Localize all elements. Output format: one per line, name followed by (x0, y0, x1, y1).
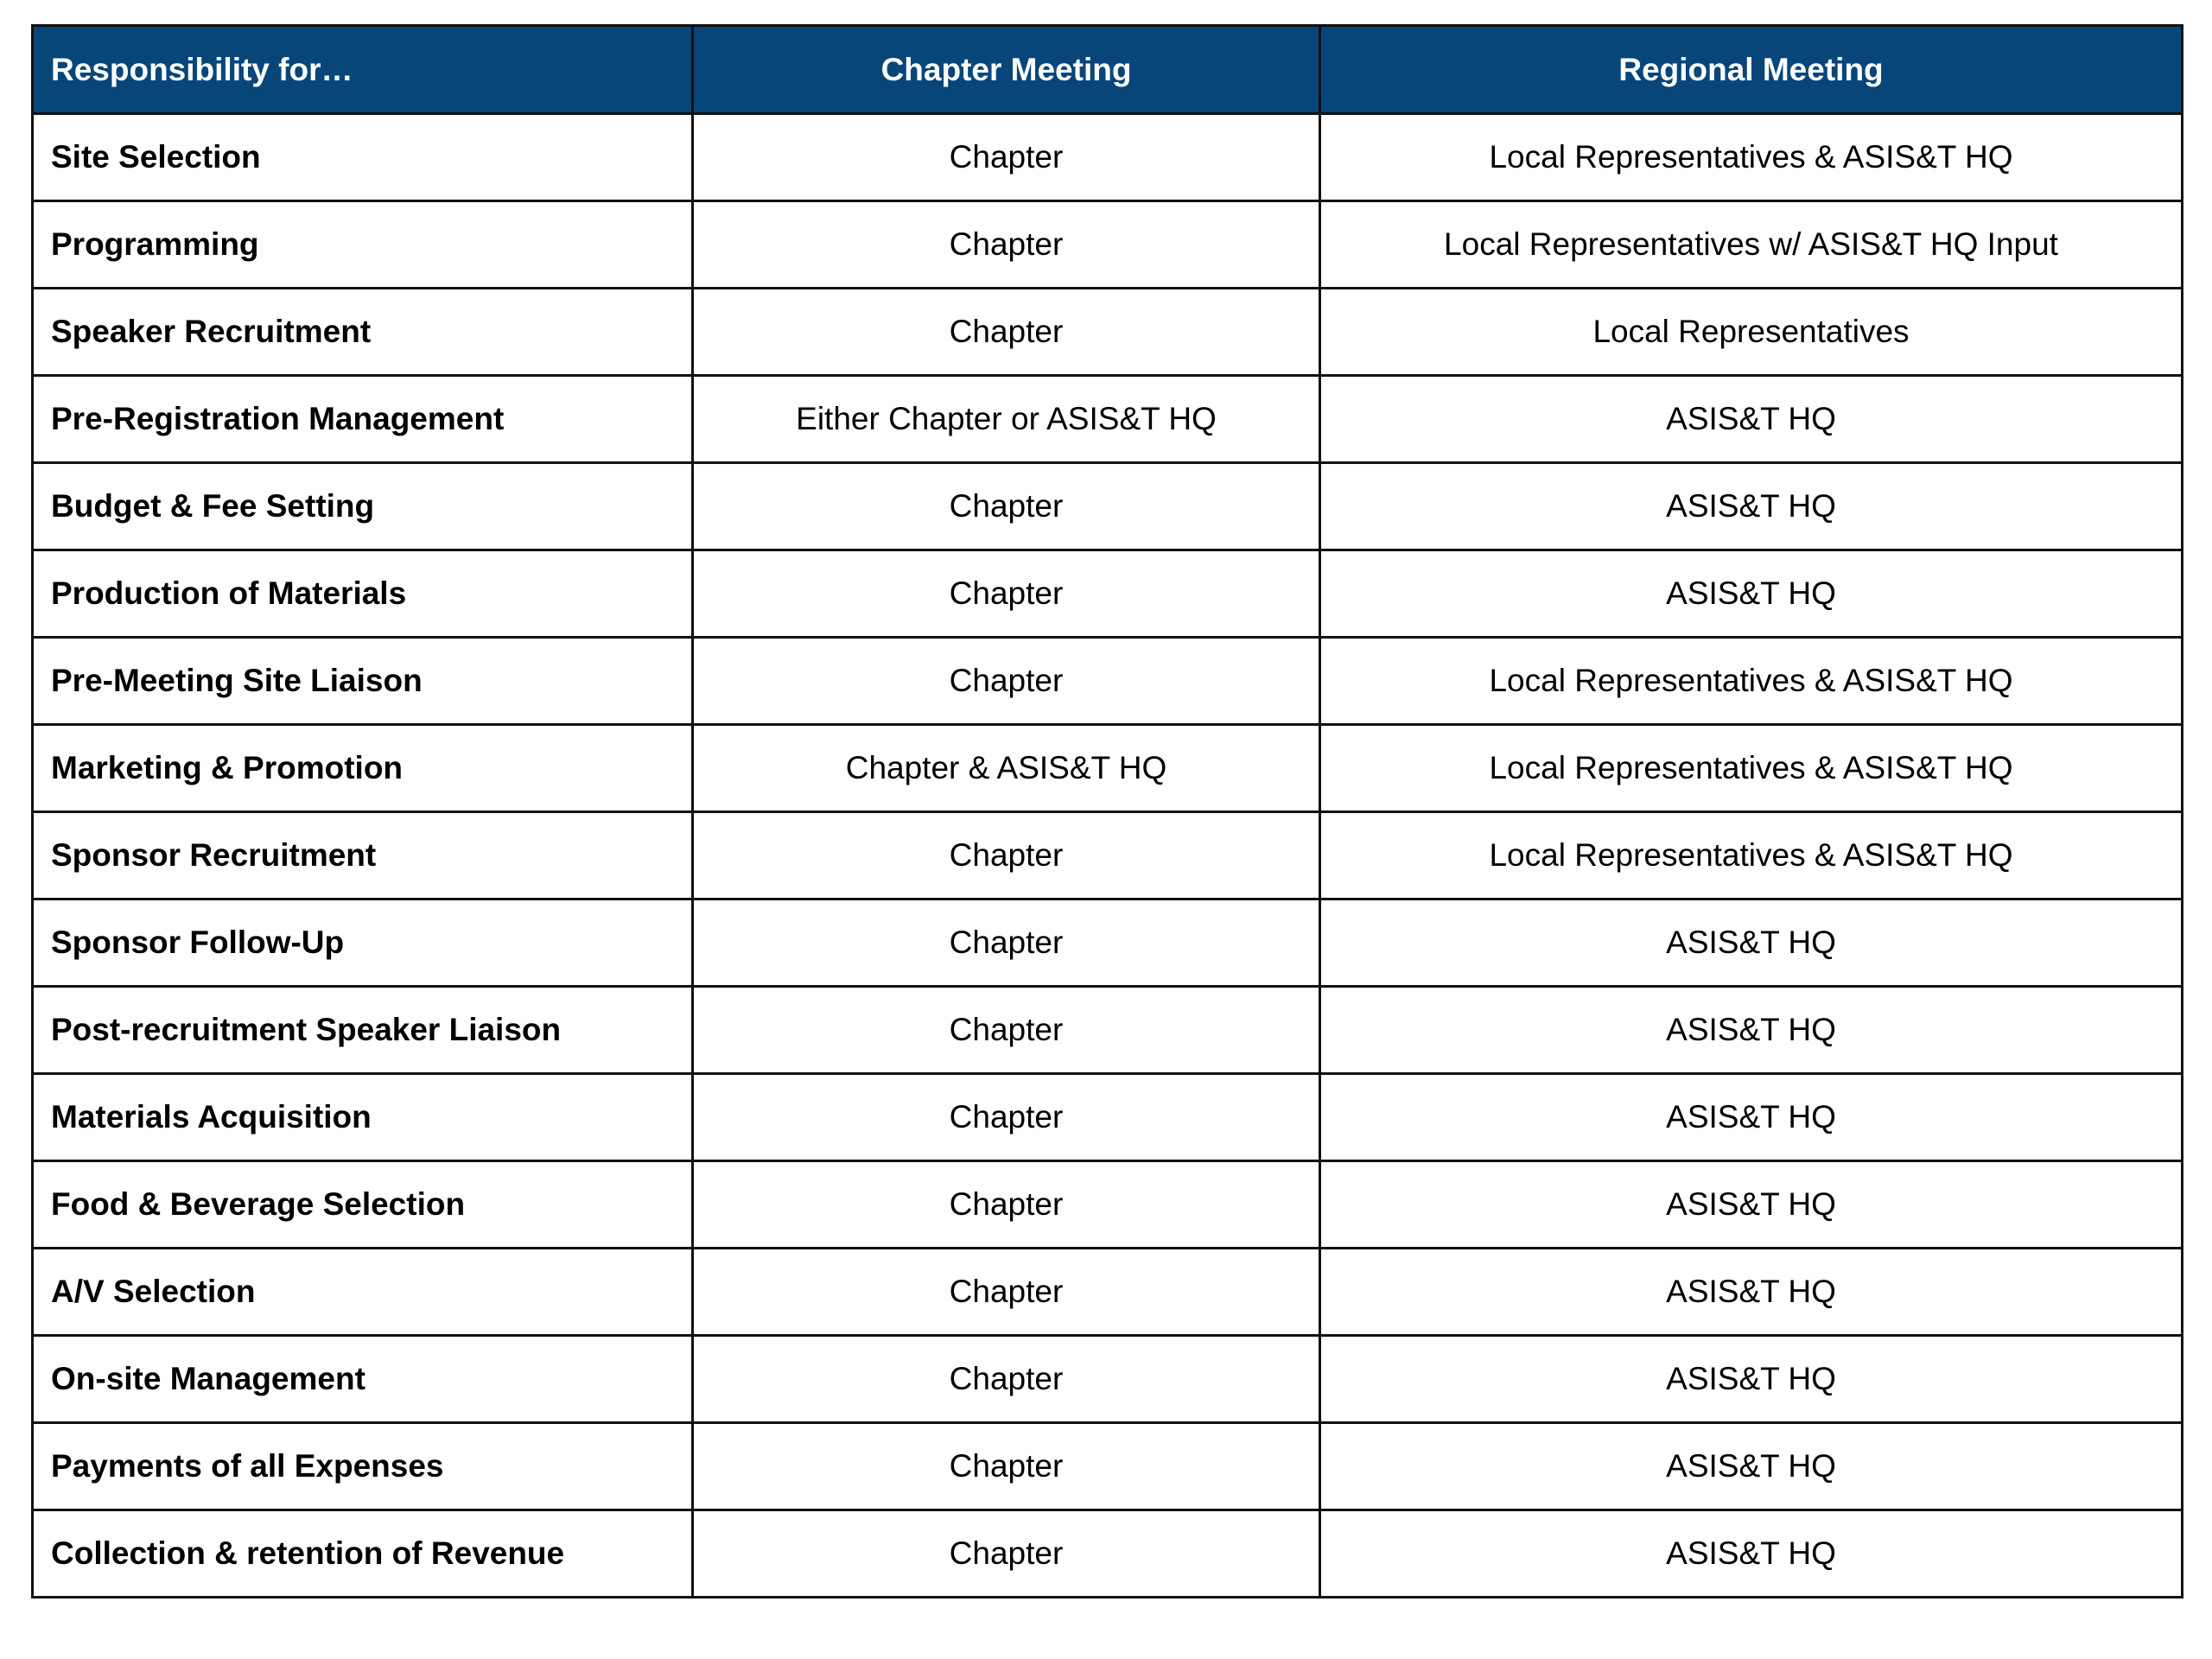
cell-responsibility: Production of Materials (33, 550, 693, 638)
cell-regional-meeting: Local Representatives w/ ASIS&T HQ Input (1320, 201, 2183, 289)
cell-chapter-meeting: Chapter (693, 899, 1320, 987)
cell-chapter-meeting: Chapter (693, 1510, 1320, 1598)
cell-chapter-meeting: Chapter (693, 638, 1320, 725)
cell-responsibility: Collection & retention of Revenue (33, 1510, 693, 1598)
table-row (33, 987, 2183, 1074)
cell-chapter-meeting: Chapter (693, 1336, 1320, 1423)
cell-regional-meeting: ASIS&T HQ (1320, 1423, 2183, 1510)
table-row (33, 463, 2183, 550)
table-row (33, 1510, 2183, 1598)
cell-chapter-meeting: Chapter (693, 1161, 1320, 1249)
cell-chapter-meeting: Chapter (693, 987, 1320, 1074)
cell-regional-meeting: ASIS&T HQ (1320, 463, 2183, 550)
cell-chapter-meeting: Chapter & ASIS&T HQ (693, 725, 1320, 812)
table-row (33, 725, 2183, 812)
table-row (33, 1074, 2183, 1161)
table-row (33, 376, 2183, 463)
cell-chapter-meeting: Chapter (693, 1249, 1320, 1336)
cell-chapter-meeting: Chapter (693, 201, 1320, 289)
cell-regional-meeting: Local Representatives (1320, 289, 2183, 376)
cell-responsibility: Budget & Fee Setting (33, 463, 693, 550)
cell-regional-meeting: Local Representatives & ASIS&T HQ (1320, 114, 2183, 201)
cell-regional-meeting: ASIS&T HQ (1320, 1249, 2183, 1336)
table-row (33, 1423, 2183, 1510)
cell-chapter-meeting: Chapter (693, 289, 1320, 376)
table-row (33, 114, 2183, 201)
cell-regional-meeting: ASIS&T HQ (1320, 987, 2183, 1074)
cell-responsibility: Payments of all Expenses (33, 1423, 693, 1510)
cell-chapter-meeting: Either Chapter or ASIS&T HQ (693, 376, 1320, 463)
cell-regional-meeting: ASIS&T HQ (1320, 1074, 2183, 1161)
cell-chapter-meeting: Chapter (693, 550, 1320, 638)
table-row (33, 899, 2183, 987)
table-row (33, 812, 2183, 899)
cell-chapter-meeting: Chapter (693, 1423, 1320, 1510)
cell-regional-meeting: ASIS&T HQ (1320, 1510, 2183, 1598)
table-row (33, 1161, 2183, 1249)
table-row (33, 289, 2183, 376)
header-chapter-meeting: Chapter Meeting (693, 26, 1320, 114)
cell-regional-meeting: ASIS&T HQ (1320, 550, 2183, 638)
cell-regional-meeting: ASIS&T HQ (1320, 899, 2183, 987)
cell-regional-meeting: ASIS&T HQ (1320, 1161, 2183, 1249)
responsibility-table (31, 24, 2183, 1599)
cell-responsibility: Food & Beverage Selection (33, 1161, 693, 1249)
table-header-row (33, 26, 2183, 114)
cell-responsibility: On-site Management (33, 1336, 693, 1423)
header-responsibility: Responsibility for… (33, 26, 693, 114)
table-row (33, 1336, 2183, 1423)
cell-regional-meeting: ASIS&T HQ (1320, 1336, 2183, 1423)
table-row (33, 638, 2183, 725)
cell-responsibility: Materials Acquisition (33, 1074, 693, 1161)
cell-responsibility: Pre-Registration Management (33, 376, 693, 463)
cell-responsibility: Pre-Meeting Site Liaison (33, 638, 693, 725)
cell-responsibility: Post-recruitment Speaker Liaison (33, 987, 693, 1074)
table-row (33, 201, 2183, 289)
table-row (33, 1249, 2183, 1336)
cell-responsibility: Marketing & Promotion (33, 725, 693, 812)
cell-regional-meeting: Local Representatives & ASIS&T HQ (1320, 812, 2183, 899)
table-row (33, 550, 2183, 638)
cell-chapter-meeting: Chapter (693, 1074, 1320, 1161)
cell-chapter-meeting: Chapter (693, 463, 1320, 550)
cell-chapter-meeting: Chapter (693, 114, 1320, 201)
cell-responsibility: Programming (33, 201, 693, 289)
cell-chapter-meeting: Chapter (693, 812, 1320, 899)
cell-responsibility: A/V Selection (33, 1249, 693, 1336)
cell-responsibility: Sponsor Recruitment (33, 812, 693, 899)
cell-responsibility: Site Selection (33, 114, 693, 201)
cell-responsibility: Sponsor Follow-Up (33, 899, 693, 987)
header-regional-meeting: Regional Meeting (1320, 26, 2183, 114)
table-body (33, 114, 2183, 1598)
cell-regional-meeting: Local Representatives & ASIS&T HQ (1320, 638, 2183, 725)
cell-regional-meeting: ASIS&T HQ (1320, 376, 2183, 463)
cell-regional-meeting: Local Representatives & ASIS&T HQ (1320, 725, 2183, 812)
cell-responsibility: Speaker Recruitment (33, 289, 693, 376)
